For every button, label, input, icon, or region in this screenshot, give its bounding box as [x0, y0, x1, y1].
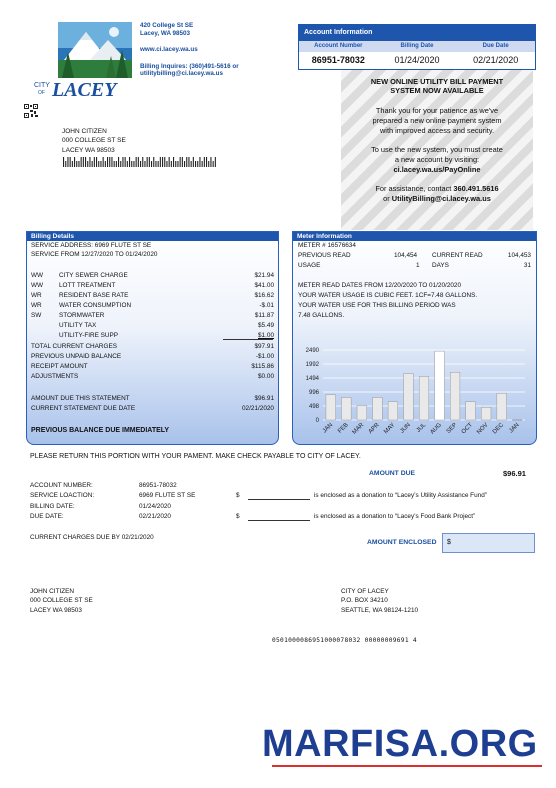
usage-units-note: YOUR WATER USAGE IS CUBIC FEET. 1CF=7.48 GALLONS.: [298, 292, 478, 299]
barcode-bar: [120, 161, 121, 167]
barcode-bar: [74, 157, 75, 167]
barcode-bar: [162, 157, 163, 167]
chart-x-tick-label: NOV: [476, 422, 490, 436]
barcode-bar: [177, 161, 178, 167]
usage-bar: [419, 376, 429, 420]
charge-description: STORMWATER: [59, 312, 105, 319]
current-read-label: CURRENT READ: [432, 252, 483, 259]
chart-x-tick-label: JUN: [399, 422, 412, 435]
charge-amount: -$.01: [259, 302, 274, 309]
summary-amount: -$1.00: [255, 353, 274, 360]
remit-due-date-value: 02/21/2020: [139, 513, 171, 520]
barcode-bar: [166, 161, 167, 167]
usage-bar: [404, 374, 414, 420]
chart-x-tick-label: FEB: [337, 422, 350, 435]
barcode-bar: [210, 157, 211, 167]
notice-thanks-line2: prepared a new online payment system: [372, 115, 502, 125]
meter-read-dates: METER READ DATES FROM 12/20/2020 TO 01/20/2020: [298, 282, 462, 289]
barcode-bar: [72, 161, 73, 167]
remit-from-address: [30, 587, 93, 615]
barcode-bar: [129, 157, 130, 167]
meter-info-title: Meter Information: [293, 232, 536, 241]
charge-description: LOTT TREATMENT: [59, 282, 116, 289]
barcode-bar: [149, 157, 150, 167]
usage-bar: [512, 420, 522, 421]
summary-row: [31, 363, 274, 373]
charge-description: RESIDENT BASE RATE: [59, 292, 129, 299]
barcode-bar: [142, 157, 143, 167]
billing-details-title: Billing Details: [27, 232, 278, 241]
usage-bar: [341, 398, 351, 420]
barcode-bar: [144, 161, 145, 167]
summary-row: [31, 373, 274, 383]
charge-code: WR: [31, 292, 42, 299]
donation2-amount-field[interactable]: [248, 520, 310, 521]
charge-code: SW: [31, 312, 42, 319]
chart-x-tick-label: APR: [367, 422, 381, 436]
barcode-bar: [100, 161, 101, 167]
summary-amount: $97.91: [254, 343, 274, 350]
remit-to-name: CITY OF LACEY: [341, 588, 389, 595]
barcode-bar: [195, 161, 196, 167]
customer-name: JOHN CITIZEN: [62, 128, 107, 135]
barcode-bar: [206, 157, 207, 167]
current-due-value: 02/21/2020: [242, 405, 274, 412]
customer-city-state: LACEY WA 98503: [62, 146, 115, 154]
usage-bar: [326, 395, 336, 420]
qr-code-icon: [24, 104, 38, 118]
due-date-value: 02/21/2020: [473, 55, 519, 65]
barcode-bar: [107, 157, 108, 167]
notice-title-line1: NEW ONLINE UTILITY BILL PAYMENT: [370, 77, 504, 86]
chart-x-tick-label: MAR: [351, 422, 366, 436]
remit-to-pobox: P.O. BOX 34210: [341, 597, 388, 605]
charge-description: WATER CONSUMPTION: [59, 302, 132, 309]
amount-due-label: AMOUNT DUE THIS STATEMENT: [31, 395, 130, 402]
donation1-text: is enclosed as a donation to “Lacey’s Utility Assistance Fund”: [314, 492, 487, 499]
chart-x-tick-label: JUL: [415, 422, 428, 434]
barcode-bar: [63, 157, 64, 167]
remit-billing-date-value: 01/24/2020: [139, 503, 171, 510]
charge-description: UTILITY-FIRE SUPP: [59, 332, 119, 339]
city-website[interactable]: www.ci.lacey.wa.us: [140, 46, 198, 54]
barcode-bar: [67, 157, 68, 167]
summary-label: PREVIOUS UNPAID BALANCE: [31, 353, 122, 360]
chart-x-tick-label: MAY: [383, 422, 397, 436]
barcode-bar: [160, 157, 161, 167]
barcode-bar: [151, 161, 152, 167]
amount-enclosed-field[interactable]: [442, 533, 535, 553]
donation2-dollar-sign: $: [236, 513, 240, 520]
barcode-bar: [127, 161, 128, 167]
water-usage-chart: [293, 344, 538, 444]
remit-account-value: 86951-78032: [139, 482, 177, 489]
usage-gallons-note: 7.48 GALLONS.: [298, 312, 345, 319]
summary-amount: $115.86: [251, 363, 274, 370]
billing-inquiries-email[interactable]: utilitybilling@ci.lacey.wa.us: [140, 70, 224, 78]
online-payment-notice: [341, 70, 533, 230]
billing-inquiries-phone: Billing Inquires: (360)491-5616 or: [140, 62, 239, 70]
city-address-line2: Lacey, WA 98503: [140, 29, 191, 37]
chart-y-tick-label: 498: [308, 404, 319, 410]
barcode-bar: [213, 161, 214, 167]
barcode-bar: [153, 157, 154, 167]
remit-service-location-value: 6969 FLUTE ST SE: [139, 492, 196, 499]
barcode-bar: [89, 157, 90, 167]
brand-underline: [272, 765, 542, 767]
days-value: 31: [523, 262, 531, 269]
charge-row: [31, 322, 274, 332]
previous-read-value: 104,454: [394, 252, 418, 259]
charge-code: WW: [31, 272, 44, 279]
usage-bar: [373, 398, 383, 420]
chart-x-tick-label: OCT: [460, 422, 475, 436]
notice-instructions-line2: a new account by visiting:: [394, 154, 480, 164]
usage-bar: [466, 402, 476, 420]
donation1-dollar-sign: $: [236, 492, 240, 499]
amount-due-value: $96.91: [254, 395, 274, 402]
previous-balance-notice: PREVIOUS BALANCE DUE IMMEDIATELY: [31, 427, 170, 434]
summary-label: ADJUSTMENTS: [31, 373, 79, 380]
remit-due-date-label: DUE DATE:: [30, 513, 64, 520]
chart-y-tick-label: 996: [308, 390, 319, 396]
city-contact-info: [140, 22, 239, 78]
notice-thanks-line1: Thank you for your patience as we've: [375, 105, 499, 115]
usage-bar: [497, 393, 507, 420]
customer-street: 000 COLLEGE ST SE: [62, 137, 126, 145]
chart-x-tick-label: AUG: [429, 422, 443, 436]
billing-date-header: Billing Date: [400, 43, 434, 49]
assistance-phone: 360.491.5616: [453, 183, 499, 193]
due-date-header: Due Date: [482, 43, 509, 49]
amount-enclosed-label: AMOUNT ENCLOSED: [367, 539, 437, 546]
charge-row: [31, 312, 274, 322]
barcode-bar: [133, 161, 134, 167]
barcode-bar: [87, 161, 88, 167]
billing-date-value: 01/24/2020: [394, 55, 440, 65]
chart-y-tick-label: 1992: [305, 362, 319, 368]
barcode-bar: [125, 157, 126, 167]
charge-amount: $1.00: [258, 332, 274, 339]
barcode-bar: [197, 161, 198, 167]
charge-code: WR: [31, 302, 42, 309]
usage-value: 1: [416, 262, 420, 269]
notice-thanks-line3: with improved access and security.: [379, 125, 495, 135]
assistance-email-link[interactable]: UtilityBilling@ci.lacey.wa.us: [391, 193, 491, 203]
chart-x-tick-label: JAN: [508, 422, 521, 435]
barcode-bar: [202, 161, 203, 167]
service-period: SERVICE FROM 12/27/2020 TO 01/24/2020: [31, 251, 158, 258]
billing-details-panel: [26, 231, 279, 445]
remit-service-location-label: SERVICE LOACTION:: [30, 492, 95, 499]
ocr-scan-line: 0501000086951000078032 00000009691 4: [272, 637, 417, 644]
remit-account-label: ACCOUNT NUMBER:: [30, 482, 93, 489]
previous-read-label: PREVIOUS READ: [298, 252, 351, 259]
barcode-bar: [65, 161, 66, 167]
charge-row: [31, 302, 274, 312]
charge-amount: $11.87: [254, 312, 274, 319]
barcode-bar: [155, 161, 156, 167]
customer-address-block: [62, 127, 126, 155]
barcode-bar: [111, 157, 112, 167]
barcode-bar: [158, 161, 159, 167]
remit-billing-date-label: BILLING DATE:: [30, 503, 75, 510]
charge-amount: $41.00: [254, 282, 274, 289]
summary-amount: $0.00: [258, 373, 274, 380]
charge-code: WW: [31, 282, 44, 289]
remit-customer-name: JOHN CITIZEN: [30, 588, 75, 595]
charge-row: [31, 282, 274, 292]
barcode-bar: [114, 161, 115, 167]
city-address-line1: 420 College St SE: [140, 22, 194, 29]
usage-bar: [357, 405, 367, 420]
account-info-title: Account Information: [299, 25, 535, 41]
chart-x-tick-label: DEC: [491, 422, 506, 436]
summary-label: RECEIPT AMOUNT: [31, 363, 88, 370]
current-read-value: 104,453: [507, 252, 531, 259]
remit-customer-street: 000 COLLEGE ST SE: [30, 597, 93, 605]
barcode-bar: [208, 161, 209, 167]
meter-information-panel: [292, 231, 537, 445]
charge-row: [31, 292, 274, 302]
barcode-bar: [191, 161, 192, 167]
notice-assistance-prefix: For assistance, contact: [375, 183, 454, 193]
marfisa-brand-watermark: MARFISA.ORG: [262, 723, 538, 765]
barcode-bar: [138, 157, 139, 167]
chart-x-tick-label: JAN: [321, 422, 335, 435]
barcode-bar: [96, 157, 97, 167]
account-number-header: Account Number: [314, 43, 363, 49]
barcode-bar: [188, 157, 189, 167]
barcode-bar: [169, 157, 170, 167]
chart-y-tick-label: 1494: [305, 376, 319, 382]
donation2-text: is enclosed as a donation to “Lacey’s Food Bank Project”: [314, 513, 476, 520]
remit-amount-due-label: AMOUNT DUE: [369, 470, 416, 477]
usage-bar: [388, 402, 398, 420]
barcode-bar: [122, 157, 123, 167]
remit-customer-city-state: LACEY WA 98503: [30, 606, 82, 614]
remit-to-city-state: SEATTLE, WA 98124-1210: [341, 606, 419, 614]
barcode-bar: [164, 157, 165, 167]
barcode-bar: [173, 157, 174, 167]
summary-row: [31, 353, 274, 363]
return-instructions: PLEASE RETURN THIS PORTION WITH YOUR PAMENT. MAKE CHECK PAYABLE TO CITY OF LACEY.: [30, 453, 361, 460]
chart-x-tick-label: SEP: [445, 422, 459, 435]
barcode-bar: [109, 157, 110, 167]
barcode-bar: [140, 161, 141, 167]
charge-description: UTILITY TAX: [59, 322, 97, 329]
barcode-bar: [136, 157, 137, 167]
city-logo-wordmark: [34, 78, 134, 102]
barcode-bar: [81, 157, 82, 167]
donation1-amount-field[interactable]: [248, 499, 310, 500]
barcode-bar: [98, 161, 99, 167]
barcode-bar: [118, 157, 119, 167]
pay-online-link[interactable]: ci.lacey.wa.us/PayOnline: [393, 164, 481, 174]
barcode-bar: [94, 157, 95, 167]
service-address: SERVICE ADDRESS: 6969 FLUTE ST SE: [31, 242, 152, 249]
barcode-bar: [180, 157, 181, 167]
barcode-bar: [199, 157, 200, 167]
current-due-label: CURRENT STATEMENT DUE DATE: [31, 405, 136, 412]
barcode-bar: [83, 157, 84, 167]
remit-to-address: [341, 587, 418, 615]
barcode-bar: [184, 161, 185, 167]
postal-barcode: [62, 157, 220, 167]
barcode-bar: [131, 161, 132, 167]
account-information-panel: [298, 24, 536, 70]
barcode-bar: [105, 161, 106, 167]
barcode-bar: [193, 157, 194, 167]
charge-amount: $16.62: [254, 292, 274, 299]
city-logo-image: [58, 22, 132, 78]
notice-instructions-line1: To use the new system, you must create: [371, 144, 503, 154]
subtotal-rule: [223, 339, 273, 340]
charge-row: [31, 272, 274, 282]
usage-bar: [435, 351, 445, 420]
summary-label: TOTAL CURRENT CHARGES: [31, 343, 118, 350]
barcode-bar: [186, 157, 187, 167]
notice-title-line2: SYSTEM NOW AVAILABLE: [390, 85, 484, 95]
barcode-bar: [85, 157, 86, 167]
meter-number: METER # 16576634: [298, 242, 356, 249]
charge-row: [31, 332, 274, 342]
usage-label: USAGE: [298, 262, 321, 269]
chart-y-tick-label: 0: [315, 418, 319, 424]
days-label: DAYS: [432, 262, 449, 269]
due-date-row: [31, 405, 274, 415]
notice-assistance-or: or: [383, 193, 392, 203]
amount-enclosed-dollar: $: [447, 539, 451, 546]
barcode-bar: [76, 161, 77, 167]
barcode-bar: [78, 161, 79, 167]
account-number-value: 86951-78032: [311, 55, 365, 65]
barcode-bar: [147, 157, 148, 167]
summary-row: [31, 343, 274, 353]
logo-lacey-word: LACEY: [52, 79, 117, 101]
barcode-bar: [116, 161, 117, 167]
current-charges-due: CURRENT CHARGES DUE BY 02/21/2020: [30, 534, 154, 541]
barcode-bar: [175, 161, 176, 167]
barcode-bar: [92, 161, 93, 167]
barcode-bar: [215, 157, 216, 167]
usage-bar: [450, 372, 460, 420]
barcode-bar: [182, 157, 183, 167]
usage-period-note: YOUR WATER USE FOR THIS BILLING PERIOD WAS: [298, 302, 456, 309]
barcode-bar: [70, 157, 71, 167]
amount-due-row: [31, 395, 274, 405]
chart-y-tick-label: 2490: [305, 348, 319, 354]
barcode-bar: [171, 161, 172, 167]
charge-description: CITY SEWER CHARGE: [59, 272, 128, 279]
barcode-bar: [204, 157, 205, 167]
usage-bar: [481, 407, 491, 420]
barcode-bar: [103, 157, 104, 167]
remit-amount-due-value: $96.91: [503, 469, 526, 478]
charge-amount: $5.49: [258, 322, 274, 329]
logo-city-word: CITY: [34, 82, 50, 89]
charge-amount: $21.94: [254, 272, 274, 279]
logo-of-word: OF: [38, 90, 45, 96]
